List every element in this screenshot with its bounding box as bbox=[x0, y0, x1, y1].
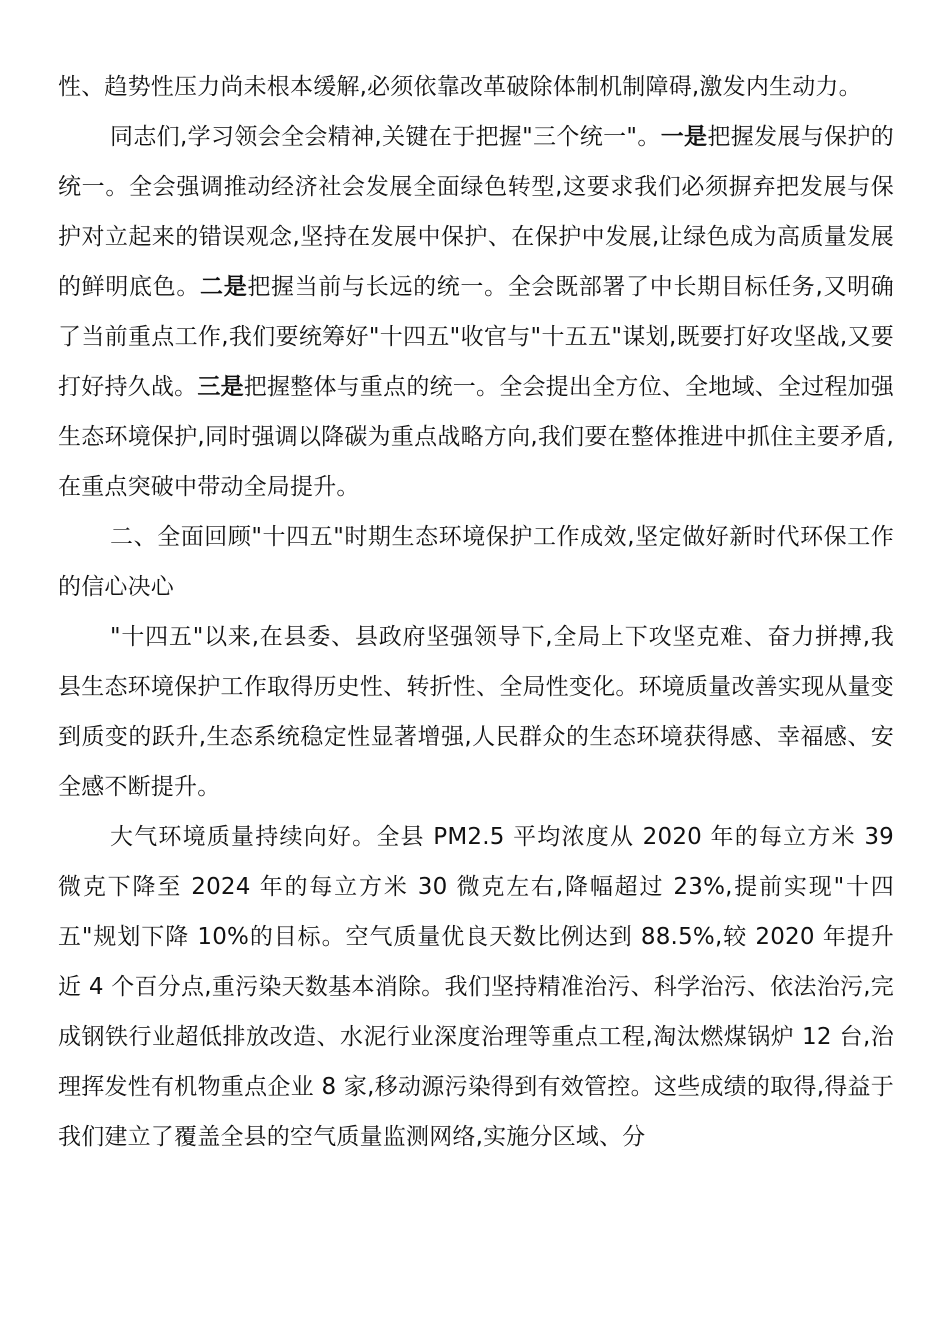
paragraph-text: 性、趋势性压力尚未根本缓解,必须依靠改革破除体制机制障碍,激发内生动力。 bbox=[58, 74, 862, 100]
paragraph-text: 把握发展与保护的统一。全会强调推动经济社会发展全面绿色转型,这要求我们必须摒弃把发展与保护对立起来的错误观念,坚持在发展中保护、在保护中发展,让绿色成为高质量发展的鲜明底色。 bbox=[58, 124, 894, 300]
section-heading-text: 二、全面回顾"十四五"时期生态环境保护工作成效,坚定做好新时代环保工作的信心决心 bbox=[58, 524, 894, 600]
paragraph-air-quality bbox=[58, 812, 894, 1162]
paragraph-overview bbox=[58, 612, 894, 812]
paragraph-text: 把握整体与重点的统一。全会提出全方位、全地域、全过程加强生态环境保护,同时强调以降碳为重点战略方向,我们要在整体推进中抓住主要矛盾,在重点突破中带动全局提升。 bbox=[58, 374, 894, 500]
document-page bbox=[58, 62, 894, 1162]
paragraph-text: 大气环境质量持续向好。全县 PM2.5 平均浓度从 2020 年的每立方米 39 微克下降至 2024 年的每立方米 30 微克左右,降幅超过 23%,提前实现"十四五"规划下降 10%的目标。空气质量优良天数比例达到 88.5%,较 2020 年提升近 4 个百分点,重污染天数基本消除。我们坚持精准治污、科学治污、依法治污,完成钢铁行业超低排放改造、水泥行业深度治理等重点工程,淘汰燃煤锅炉 12 台,治理挥发性有机物重点企业 8 家,移动源污染得到有效管控。这些成绩的取得,得益于我们建立了覆盖全县的空气质量监测网络,实施分区域、分 bbox=[58, 824, 894, 1150]
bold-marker-first: 一是 bbox=[660, 124, 708, 150]
bold-marker-second: 二是 bbox=[200, 274, 248, 300]
bold-marker-third: 三是 bbox=[197, 374, 244, 400]
paragraph-three-unities bbox=[58, 112, 894, 512]
paragraph-text: "十四五"以来,在县委、县政府坚强领导下,全局上下攻坚克难、奋力拼搏,我县生态环境保护工作取得历史性、转折性、全局性变化。环境质量改善实现从量变到质变的跃升,生态系统稳定性显著增强,人民群众的生态环境获得感、幸福感、安全感不断提升。 bbox=[58, 624, 894, 800]
paragraph-continuation bbox=[58, 62, 894, 112]
section-heading bbox=[58, 512, 894, 612]
paragraph-text: 把握当前与长远的统一。全会既部署了中长期目标任务,又明确了当前重点工作,我们要统筹好"十四五"收官与"十五五"谋划,既要打好攻坚战,又要打好持久战。 bbox=[58, 274, 894, 400]
paragraph-text: 同志们,学习领会全会精神,关键在于把握"三个统一"。 bbox=[110, 124, 661, 150]
